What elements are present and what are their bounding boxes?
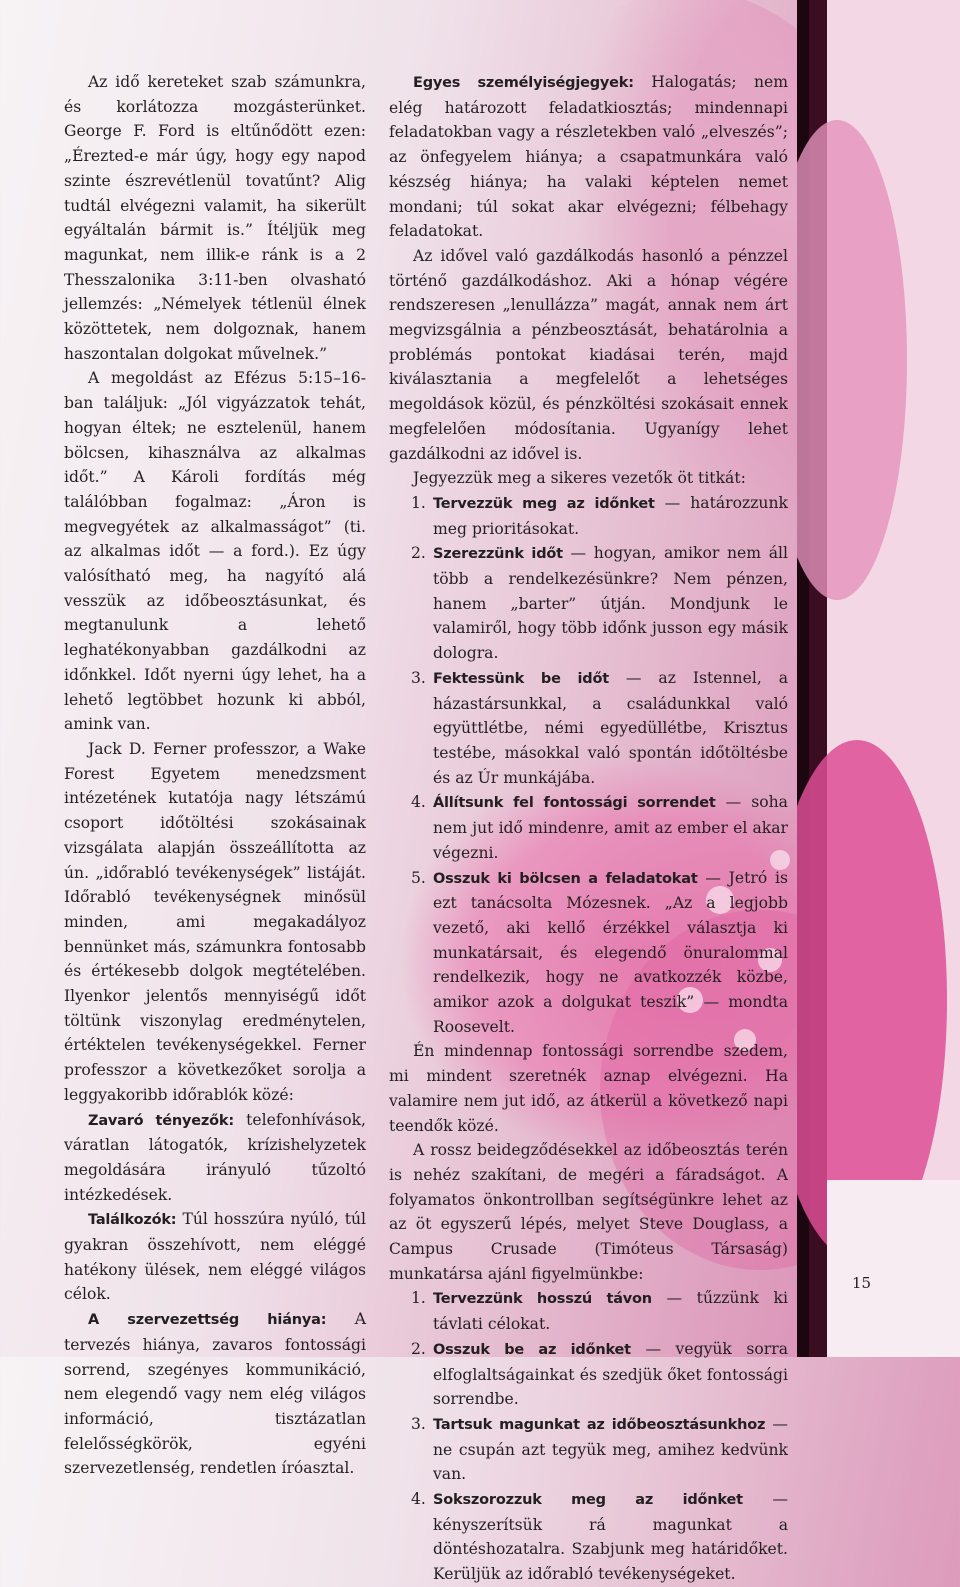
right-paragraph-4: Én mindennap fontossági sorrendbe szedem, mi mindent szeretnék aznap elvégezni. Ha valamire nem jut idő, az átkerül a következő napi teendők közé. <box>389 1042 788 1135</box>
right-column <box>389 70 788 1587</box>
list-item: 2. Osszuk be az időnket — vegyük sorra elfoglaltságainkat és szedjük őket fontossági sorrendbe. <box>411 1339 788 1409</box>
left-column <box>64 70 366 1481</box>
right-paragraph-3: Jegyezzük meg a sikeres vezetők öt titkát: <box>413 469 746 488</box>
left-paragraph-3: Jack D. Ferner professzor, a Wake Forest Egyetem menedzsment intézetének kutatója nagy létszámú csoport időtöltési szokásainak vizsgálata alapján összeállította az ún. „időrabló tevékenységek” listáját. Időrabló tevékenységnek minősül minden, ami megakadályoz bennünket más, számunkra fontosabb és értékesebb dolgok megtételében. Ilyenkor jelentős mennyiségű időt töltünk viszonylag eredménytelen, értéktelen tevékenységekkel. Ferner professzor a következőket sorolja a leggyakoribb időrablók közé: <box>64 739 366 1104</box>
list-item: 2. Szerezzünk időt — hogyan, amikor nem áll több a rendelkezésünkre? Nem pénzen, hanem „barter” útján. Mondjunk le valamiről, hogy több időnk jusson egy másik dologra. <box>411 544 788 663</box>
list-item: 3. Tartsuk magunkat az időbeosztásunkhoz — ne csupán azt tegyük meg, amihez kedvünk van. <box>411 1414 788 1484</box>
page-number: 15 <box>852 1274 872 1292</box>
left-paragraph-2: A megoldást az Efézus 5:15–16-ban találjuk: „Jól vigyázzatok tehát, hogyan éltek; ne esztelenül, hanem bölcsen, kihasználva az alkalmas időt.” A Károli fordítás még találóbban fogalmaz: „Áron is megvegyétek az alkalmasságot” (ti. az alkalmas időt — a ford.). Ez úgy valósítható meg, ha nagyító alá vesszük az időbeosztásunkat, és megtanulunk a lehető leghatékonyabban gazdálkodni az időnkkel. Időt nyerni úgy lehet, ha a lehető legtöbbet hozunk ki abból, amink van. <box>64 369 366 734</box>
douglass-steps-list <box>389 1286 788 1586</box>
time-thief-personality: Egyes személyiségjegyek: Halogatás; nem elég határozott feladatkiosztás; mindennapi feladatokban vagy a részletekben való „elveszés”; az önfegyelem hiánya; a csapatmunkára való készség hiánya; ha valaki képtelen nemet mondani; túl sokat akar elvégezni; félbehagy feladatokat. <box>389 73 789 241</box>
leader-secrets-list <box>389 491 788 1039</box>
list-item: 1. Tervezzünk hosszú távon — tűzzünk ki távlati célokat. <box>411 1289 788 1334</box>
list-item: 4. Állítsunk fel fontossági sorrendet — soha nem jut idő mindenre, amit az ember el akar végezni. <box>411 793 788 862</box>
time-thief-meetings: Találkozók: Túl hosszúra nyúló, túl gyakran összehívott, nem eléggé hatékony ülések, nem eléggé világos célok. <box>64 1210 366 1304</box>
list-item: 4. Sokszorozzuk meg az időnket — kényszerítsük rá magunkat a döntéshozatalra. Szabjunk meg határidőket. Kerüljük az időrabló tevékenységeket. <box>411 1490 788 1584</box>
list-item: 5. Osszuk ki bölcsen a feladatokat — Jetró is ezt tanácsolta Mózesnek. „Az a legjobb vezető, aki kellő érzékkel választja ki munkatársait, és elegendő önuralommal rendelkezik, hogy ne avatkozzék közbe, amikor azok a dolgukat teszik” — mondta Roosevelt. <box>411 868 788 1036</box>
time-thief-distractions: Zavaró tényezők: telefonhívások, váratlan látogatók, krízishelyzetek megoldására irányuló tűzoltó intézkedések. <box>64 1110 366 1204</box>
right-paragraph-5: A rossz beidegződésekkel az időbeosztás terén is nehéz szakítani, de megéri a fáradságot. A folyamatos önkontrollban segítségünkre lehet az az öt egyszerű lépés, melyet Steve Douglass, a Campus Crusade (Timóteus Társaság) munkatársa ajánl figyelmünkbe: <box>389 1141 788 1283</box>
right-paragraph-2: Az idővel való gazdálkodás hasonló a pénzzel történő gazdálkodáshoz. Aki a hónap végére rendszeresen „lenullázza” magát, annak nem árt megvizsgálnia a pénzbeosztását, behatárolnia a problémás pontokat kiadásai terén, majd kiválasztania a megfelelőt a lehetséges megoldások közül, és pénzköltési szokásait ennek megfelelően módosítania. Ugyanígy lehet gazdálkodni az idővel is. <box>389 246 788 463</box>
list-item: 1. Tervezzük meg az időnket — határozzunk meg prioritásokat. <box>411 493 788 538</box>
right-edge-band <box>797 0 960 1357</box>
list-item: 3. Fektessünk be időt — az Istennel, a házastársunkkal, a családunkkal való együttlétbe, némi egyedüllétbe, Krisztus testébe, másokkal való spontán időtöltésbe és az Úr munkájába. <box>411 668 788 787</box>
term-label: Zavaró tényezők: <box>88 1112 234 1129</box>
term-label: A szervezettség hiánya: <box>88 1312 327 1329</box>
term-label: Találkozók: <box>88 1212 177 1229</box>
left-paragraph-1: Az idő kereteket szab számunkra, és korlátozza mozgásterünket. George F. Ford is eltűnődött ezen: „Érezted-e már úgy, hogy egy napod szinte észrevétlenül tovatűnt? Alig tudtál elvégezni valamit, ha sikerült egyáltalán bármit is.” Ítéljük meg magunkat, nem illik-e ránk is a 2 Thesszalonika 3:11-ben olvasható jellemzés: „Némelyek tétlenül élnek közöttetek, nem dolgoznak, hanem haszontalan dolgokat művelnek.” <box>64 73 366 363</box>
time-thief-disorganization: A szervezettség hiánya: A tervezés hiánya, zavaros fontossági sorrend, szegényes kommunikáció, nem elegendő vagy nem elég világos információ, tisztázatlan felelősségkörök, egyéni szervezetlenség, rendetlen íróasztal. <box>64 1310 366 1478</box>
term-label: Egyes személyiségjegyek: <box>413 75 634 91</box>
